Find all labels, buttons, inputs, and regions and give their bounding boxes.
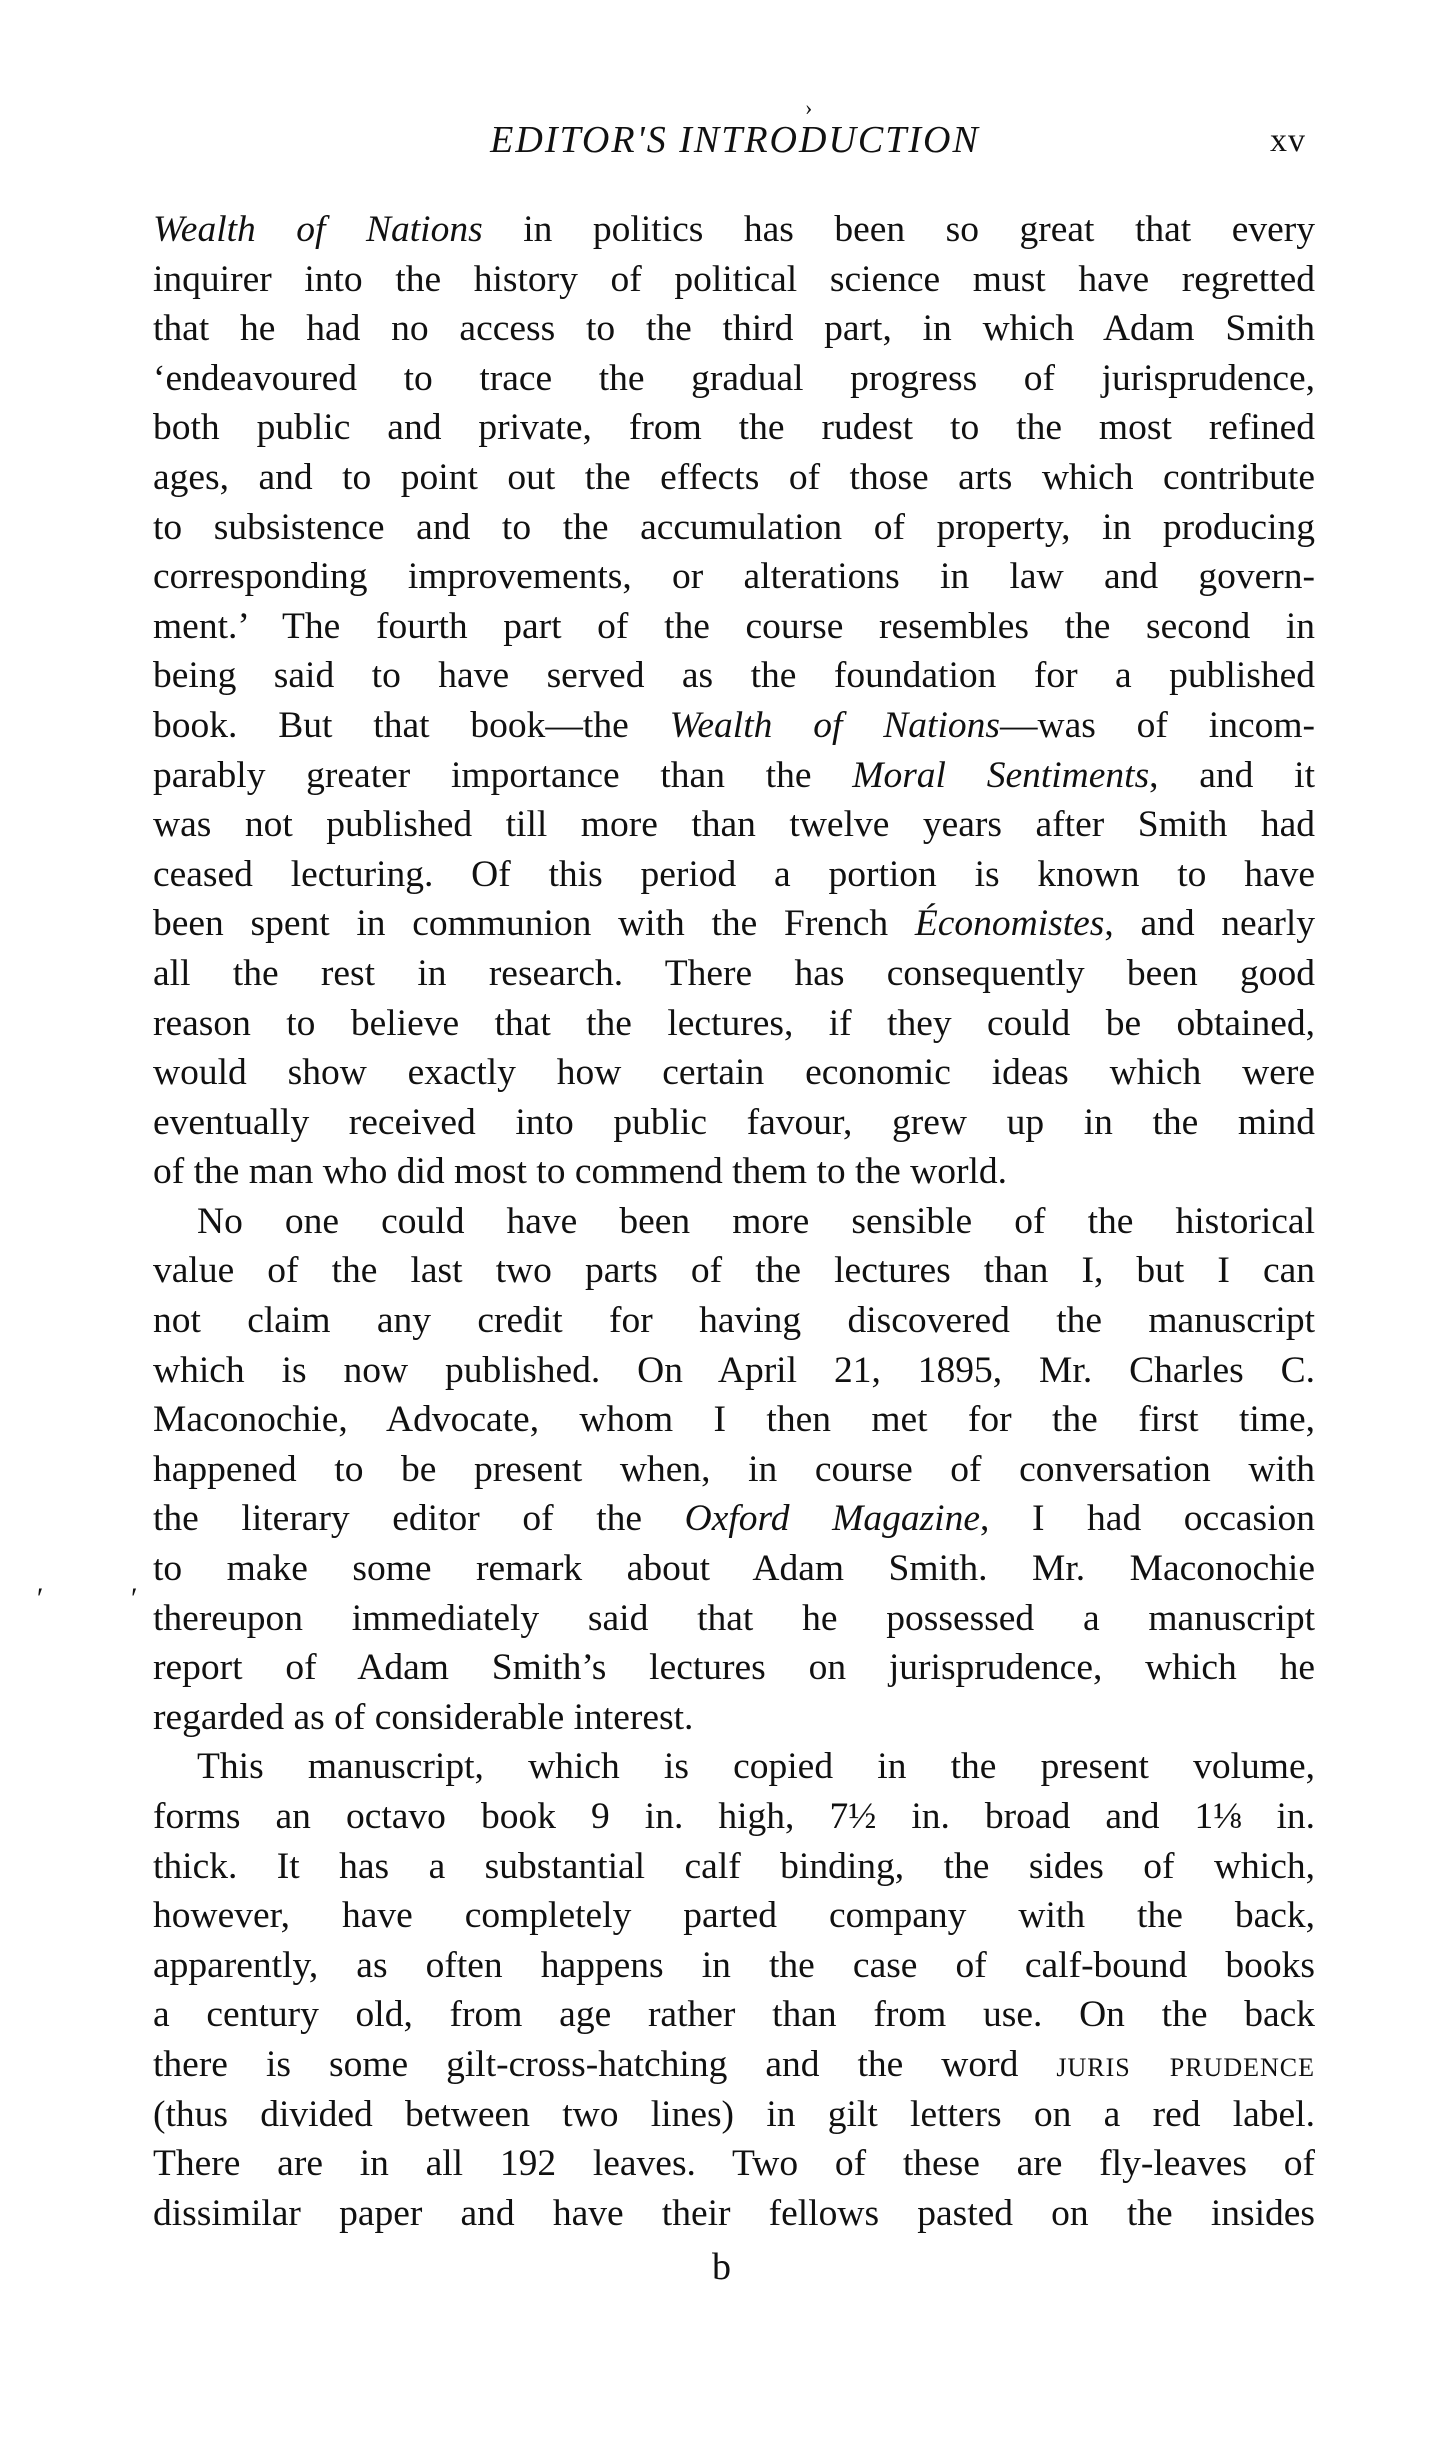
margin-marks: ′ ′	[35, 1582, 176, 1615]
text-line	[153, 701, 1315, 751]
line-text: This manuscript, which is copied in the present volume,	[197, 1746, 1315, 1788]
small-caps-word: juris prudence	[1056, 2043, 1315, 2085]
text-line	[153, 1296, 1315, 1346]
signature-mark: b	[712, 2246, 731, 2288]
running-head	[0, 118, 1440, 168]
text-line	[153, 2139, 1315, 2189]
line-text: , and it	[1149, 754, 1315, 796]
line-text: (thus divided between two lines) in gilt letters on a red label.	[153, 2093, 1315, 2135]
text-line	[153, 1197, 1315, 1247]
line-text: ceased lecturing. Of this period a portion is known to have	[153, 853, 1315, 895]
text-line	[153, 1792, 1315, 1842]
text-line	[153, 1246, 1315, 1296]
line-text: ‘endeavoured to trace the gradual progress of jurisprudence,	[153, 357, 1315, 399]
text-line	[153, 255, 1315, 305]
line-text: all the rest in research. There has consequently been good	[153, 952, 1315, 994]
text-line	[153, 651, 1315, 701]
text-line	[153, 205, 1315, 255]
line-text: dissimilar paper and have their fellows pasted on the insides	[153, 2192, 1315, 2234]
line-text: reason to believe that the lectures, if they could be obtained,	[153, 1002, 1315, 1044]
line-text: to make some remark about Adam Smith. Mr. Maconochie	[153, 1548, 1315, 1590]
text-line	[153, 751, 1315, 801]
text-line	[153, 999, 1315, 1049]
body-text	[153, 205, 1315, 2238]
text-line	[153, 453, 1315, 503]
line-text: forms an octavo book 9 in. high, 7½ in. broad and 1⅛ in.	[153, 1796, 1315, 1837]
printer-mark: ›	[805, 95, 813, 120]
text-line	[153, 1544, 1315, 1594]
text-line	[153, 1346, 1315, 1396]
text-line	[153, 1643, 1315, 1693]
text-line	[153, 2090, 1315, 2140]
italic-title: Oxford Magazine	[684, 1498, 980, 1540]
line-text: regarded as of considerable interest.	[153, 1696, 694, 1738]
line-text: the literary editor of the	[153, 1498, 685, 1540]
text-line	[153, 1395, 1315, 1445]
italic-title: Moral Sentiments	[852, 754, 1150, 796]
line-text: being said to have served as the foundation for a published	[153, 655, 1315, 697]
text-line	[153, 354, 1315, 404]
line-text: ment.’ The fourth part of the course resembles the second in	[153, 605, 1315, 647]
line-text: that he had no access to the third part, in which Adam Smith	[153, 308, 1315, 350]
text-line	[153, 800, 1315, 850]
text-line	[153, 1990, 1315, 2040]
line-text: parably greater importance than the	[153, 754, 853, 796]
line-text: would show exactly how certain economic ideas which were	[153, 1052, 1315, 1094]
line-text: been spent in communion with the French	[153, 903, 915, 945]
line-text: —was of incom-	[999, 704, 1316, 746]
page-number: xv	[1270, 122, 1306, 159]
text-line	[153, 1941, 1315, 1991]
line-text: , I had occasion	[979, 1498, 1315, 1540]
line-text: corresponding improvements, or alterations in law and govern-	[153, 556, 1315, 598]
line-text: not claim any credit for having discovered the manuscript	[153, 1300, 1315, 1342]
line-text: book. But that book—the	[153, 704, 670, 746]
text-line	[153, 1494, 1315, 1544]
text-line	[153, 1147, 1315, 1197]
text-line	[153, 1098, 1315, 1148]
text-line	[153, 1594, 1315, 1644]
line-text: eventually received into public favour, grew up in the mind	[153, 1101, 1315, 1143]
line-text: thick. It has a substantial calf binding, the sides of which,	[153, 1845, 1315, 1887]
line-text: apparently, as often happens in the case of calf-bound books	[153, 1944, 1315, 1986]
text-line	[153, 850, 1315, 900]
line-text: No one could have been more sensible of the historical	[197, 1200, 1315, 1242]
line-text: however, have completely parted company with the back,	[153, 1895, 1315, 1937]
line-text: in politics has been so great that every	[482, 209, 1316, 250]
line-text: a century old, from age rather than from use. On the back	[153, 1994, 1315, 2036]
italic-title: Économistes	[914, 903, 1105, 945]
line-text: inquirer into the history of political science must have regretted	[153, 258, 1315, 300]
line-text: value of the last two parts of the lectures than I, but I can	[153, 1250, 1315, 1292]
text-line	[153, 503, 1315, 553]
text-line	[153, 899, 1315, 949]
line-text: ages, and to point out the effects of those arts which contribute	[153, 456, 1315, 498]
text-line	[153, 552, 1315, 602]
text-line	[153, 403, 1315, 453]
text-line	[153, 949, 1315, 999]
text-line	[153, 1742, 1315, 1792]
text-line	[153, 304, 1315, 354]
line-text: to subsistence and to the accumulation of property, in producing	[153, 506, 1315, 548]
line-text: There are in all 192 leaves. Two of these are fly-leaves of	[153, 2143, 1315, 2185]
text-line	[153, 1445, 1315, 1495]
text-line	[153, 1693, 1315, 1743]
text-line	[153, 2189, 1315, 2239]
line-text: Maconochie, Advocate, whom I then met for the first time,	[153, 1399, 1315, 1441]
line-text: was not published till more than twelve years after Smith had	[153, 804, 1315, 846]
line-text: there is some gilt-cross-hatching and the word	[153, 2043, 1057, 2085]
text-line	[153, 602, 1315, 652]
line-text: thereupon immediately said that he possessed a manuscript	[153, 1597, 1315, 1639]
italic-title: Wealth of Nations	[153, 209, 483, 250]
line-text: report of Adam Smith’s lectures on jurisprudence, which he	[153, 1647, 1315, 1689]
line-text: happened to be present when, in course of conversation with	[153, 1448, 1315, 1490]
italic-title: Wealth of Nations	[669, 704, 1000, 746]
line-text: of the man who did most to commend them to the world.	[153, 1151, 1008, 1193]
text-line	[153, 1842, 1315, 1892]
line-text: which is now published. On April 21, 1895, Mr. Charles C.	[153, 1349, 1315, 1391]
line-text: , and nearly	[1104, 903, 1315, 945]
line-text: both public and private, from the rudest to the most refined	[153, 407, 1315, 449]
text-line	[153, 1048, 1315, 1098]
text-line	[153, 1891, 1315, 1941]
running-head-title: EDITOR'S INTRODUCTION	[490, 119, 980, 161]
text-line	[153, 2040, 1315, 2090]
